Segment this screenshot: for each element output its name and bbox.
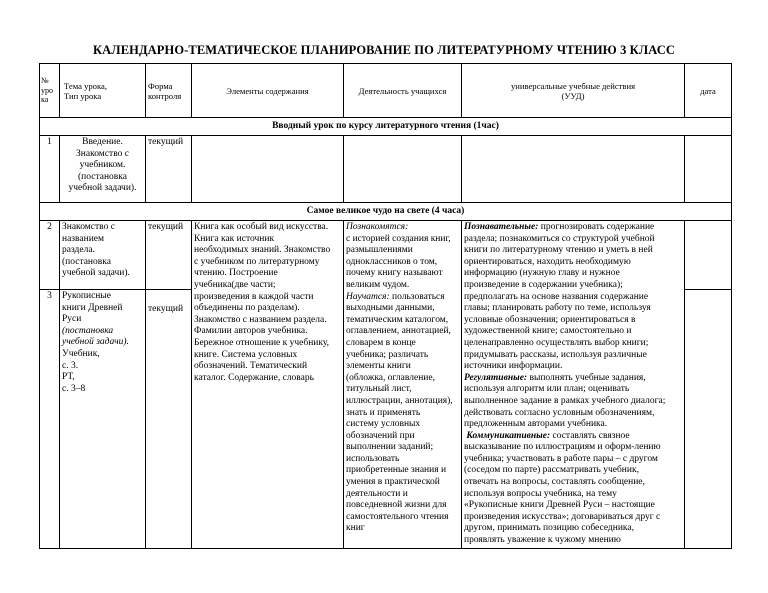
header-form-line: контроля <box>148 90 182 101</box>
uud-text: прогнозировать содержание <box>538 222 655 232</box>
uud-line <box>464 431 682 443</box>
activity-line: выходными данными, <box>346 303 435 314</box>
lesson-number: 2 <box>40 221 60 290</box>
uud-line: информацию (нужную главу и нужное <box>464 268 620 279</box>
uud-line: ориентироваться, находить необходимую <box>464 256 631 267</box>
section-title: Вводный урок по курсу литературного чтения (1час) <box>40 118 732 136</box>
uud-cell <box>462 136 685 203</box>
topic-line: Учебник, <box>62 348 100 359</box>
header-uud <box>462 64 685 118</box>
activity-line <box>346 292 459 304</box>
uud-text: составлять связное <box>550 430 630 441</box>
control-form <box>146 290 192 549</box>
planning-table <box>39 63 732 549</box>
uud-line: используя вопросы учебника, на тему <box>464 488 617 499</box>
content-line: обозначений. Тематический <box>194 361 308 372</box>
content-line: Книга как источник <box>194 233 275 244</box>
control-form-text: текущий <box>148 304 184 314</box>
activity-line: деятельности и <box>346 488 408 499</box>
activity-line: самостоятельного чтения <box>346 511 449 522</box>
topic-line: учебной задачи). <box>68 183 137 194</box>
header-uud-line: универсальные учебные действия <box>510 80 636 91</box>
activity-line: одноклассников о том, <box>346 256 438 267</box>
activity-line: обозначений при <box>346 430 415 441</box>
activity-line: книг <box>346 523 365 534</box>
topic-line: Рукописные <box>62 291 111 301</box>
content-line: Книга как особый вид искусства. <box>194 222 329 232</box>
header-control-form <box>146 64 192 118</box>
topic-line: РТ, <box>62 372 75 383</box>
activity-line: (обложка, оглавление, <box>346 372 435 383</box>
activity-line: приобретенные знания и <box>346 465 447 476</box>
uud-label-cognitive: Познавательные: <box>464 222 539 232</box>
page-title: КАЛЕНДАРНО-ТЕМАТИЧЕСКОЕ ПЛАНИРОВАНИЕ ПО ЛИТЕРАТУРНОМУ ЧТЕНИЮ 3 КЛАСС <box>93 43 675 57</box>
header-num-line: ка <box>41 95 49 105</box>
activity-line: титульный лист, <box>346 384 412 395</box>
table-row <box>40 136 732 203</box>
activity-line: словарем в конце <box>346 337 416 348</box>
date-cell <box>685 221 732 290</box>
uud-line: другом, принимать позицию собеседника, <box>464 523 634 534</box>
content-line: каталог. Содержание, словарь <box>194 372 314 383</box>
topic-line: раздела. <box>62 245 95 256</box>
lesson-topic <box>60 290 146 549</box>
topic-line: (постановка <box>62 256 111 267</box>
uud-label-communicative: Коммуникативные: <box>466 430 551 441</box>
uud-line: главы; планировать работу по теме, используя <box>464 303 651 314</box>
uud-line: источники информации. <box>464 361 563 372</box>
uud-line: книги по литературному чтению и уметь в ней <box>464 245 653 256</box>
uud-text: выполнять учебные задания, <box>527 372 646 383</box>
header-num-line: № <box>41 76 49 86</box>
header-topic-line: Тема урока, <box>64 80 107 91</box>
section-row-intro <box>40 118 732 136</box>
lesson-number: 1 <box>40 136 60 203</box>
date-cell <box>685 136 732 203</box>
uud-line: используя алгоритм или план; оценивать <box>464 384 630 395</box>
header-num-line: уро <box>41 85 53 95</box>
uud-line: действовать согласно условным обозначениям, <box>464 407 655 418</box>
header-content-elements: Элементы содержания <box>192 64 344 118</box>
control-form: текущий <box>146 221 192 290</box>
uud-line <box>464 373 682 385</box>
header-lesson-number <box>40 64 60 118</box>
uud-line: предложенным авторами учебника. <box>464 419 608 430</box>
uud-line: проявлять уважение к чужому мнению <box>464 535 621 546</box>
lesson-topic <box>60 221 146 290</box>
topic-line: названием <box>62 233 105 244</box>
activity-line: почему книгу называют <box>346 268 443 279</box>
content-cell <box>192 136 344 203</box>
topic-line: (постановка <box>62 325 114 336</box>
lesson-number: 3 <box>40 290 60 549</box>
topic-line: учебником. <box>79 160 126 171</box>
topic-line: книги Древней <box>62 302 123 313</box>
topic-line: Знакомство с <box>62 222 115 232</box>
activity-line: использовать <box>346 453 400 464</box>
header-uud-line: (УУД) <box>561 90 585 101</box>
uud-line: раздела; познакомиться со структурой учебной <box>464 233 655 244</box>
activity-line: систему условных <box>346 419 421 430</box>
uud-label-regulatory: Регулятивные: <box>464 372 528 383</box>
content-line: Фамилии авторов учебника. <box>194 326 308 337</box>
topic-line: Знакомство с <box>76 148 129 159</box>
activity-cell <box>344 221 462 549</box>
table-row <box>40 221 732 290</box>
activity-line: элементы книги <box>346 361 411 372</box>
header-date: дата <box>685 64 732 118</box>
header-lesson-topic <box>60 64 146 118</box>
activity-label-learn: Познакомятся: <box>346 222 409 232</box>
topic-line: Руси <box>62 314 82 325</box>
topic-line: с. 3–8 <box>62 383 86 394</box>
control-form: текущий <box>146 136 192 203</box>
activity-text: пользоваться <box>389 291 445 302</box>
lesson-topic <box>60 136 146 203</box>
header-row <box>40 64 732 118</box>
activity-line: выполнении заданий; <box>346 442 434 453</box>
activity-line: учебника; различать <box>346 349 429 360</box>
uud-line: условные обозначения; ориентироваться в <box>464 314 636 325</box>
activity-cell <box>344 136 462 203</box>
section-title: Самое великое чудо на свете (4 часа) <box>40 203 732 221</box>
content-line: Бережное отношение к учебнику, <box>194 337 330 348</box>
content-line: чтению. Построение <box>194 268 278 279</box>
topic-line: Введение. <box>82 137 123 147</box>
header-topic-line: Тип урока <box>64 90 102 101</box>
activity-label-skills: Научатся: <box>346 291 390 302</box>
content-cell <box>192 221 344 549</box>
activity-line: оглавлением, аннотацией, <box>346 326 451 337</box>
activity-line: с историей создания книг, <box>346 233 451 244</box>
topic-line: учебной задачи). <box>62 337 129 348</box>
activity-line: знать и применять <box>346 407 421 418</box>
activity-line: великим чудом. <box>346 279 410 290</box>
uud-line: произведение в содержании учебника); <box>464 279 623 290</box>
content-line: необходимых знаний. Знакомство <box>194 245 331 256</box>
content-line: с учебником по литературному <box>194 256 320 267</box>
date-cell <box>685 290 732 549</box>
header-form-line: Форма <box>148 80 173 91</box>
activity-line: размышлениями <box>346 245 413 256</box>
activity-line: повседневной жизни для <box>346 500 447 511</box>
section-row-miracle <box>40 203 732 221</box>
uud-line: «Рукописные книги Древней Руси – настоящие <box>464 500 655 511</box>
uud-line: высказывание по иллюстрациям и оформ-лению <box>464 442 661 453</box>
content-line: книге. Система условных <box>194 349 298 360</box>
uud-line: предполагать на основе названия содержание <box>464 291 649 302</box>
header-student-activity: Деятельность учащихся <box>344 64 462 118</box>
uud-cell <box>462 221 685 549</box>
content-line: Знакомство с названием раздела. <box>194 314 327 325</box>
topic-line: с. 3. <box>62 360 79 371</box>
uud-line <box>464 222 682 234</box>
activity-line: иллюстрации, аннотация), <box>346 395 453 406</box>
uud-line: учебника; участвовать в работе пары – с другом <box>464 453 658 464</box>
uud-line: произведения искусства»; договариваться друг с <box>464 511 661 522</box>
topic-line: (постановка <box>78 171 127 182</box>
content-line: объединены по разделам). <box>194 303 300 314</box>
uud-line: целенаправленно осуществлять выбор книги; <box>464 337 649 348</box>
uud-line: выполненное задание в рамках учебного диалога; <box>464 395 666 406</box>
uud-line: отвечать на вопросы, составлять сообщение, <box>464 477 645 488</box>
content-line: учебника(две части; <box>194 279 276 290</box>
content-line: произведения в каждой части <box>194 291 314 302</box>
uud-line: художественной книге; самостоятельно и <box>464 326 632 337</box>
topic-line: учебной задачи). <box>62 268 130 279</box>
uud-line: (соседом по парте) рассматривать учебник, <box>464 465 639 476</box>
uud-line: придумывать рассказы, используя различные <box>464 349 647 360</box>
activity-line: умения в практической <box>346 477 440 488</box>
activity-line: тематическим каталогом, <box>346 314 449 325</box>
